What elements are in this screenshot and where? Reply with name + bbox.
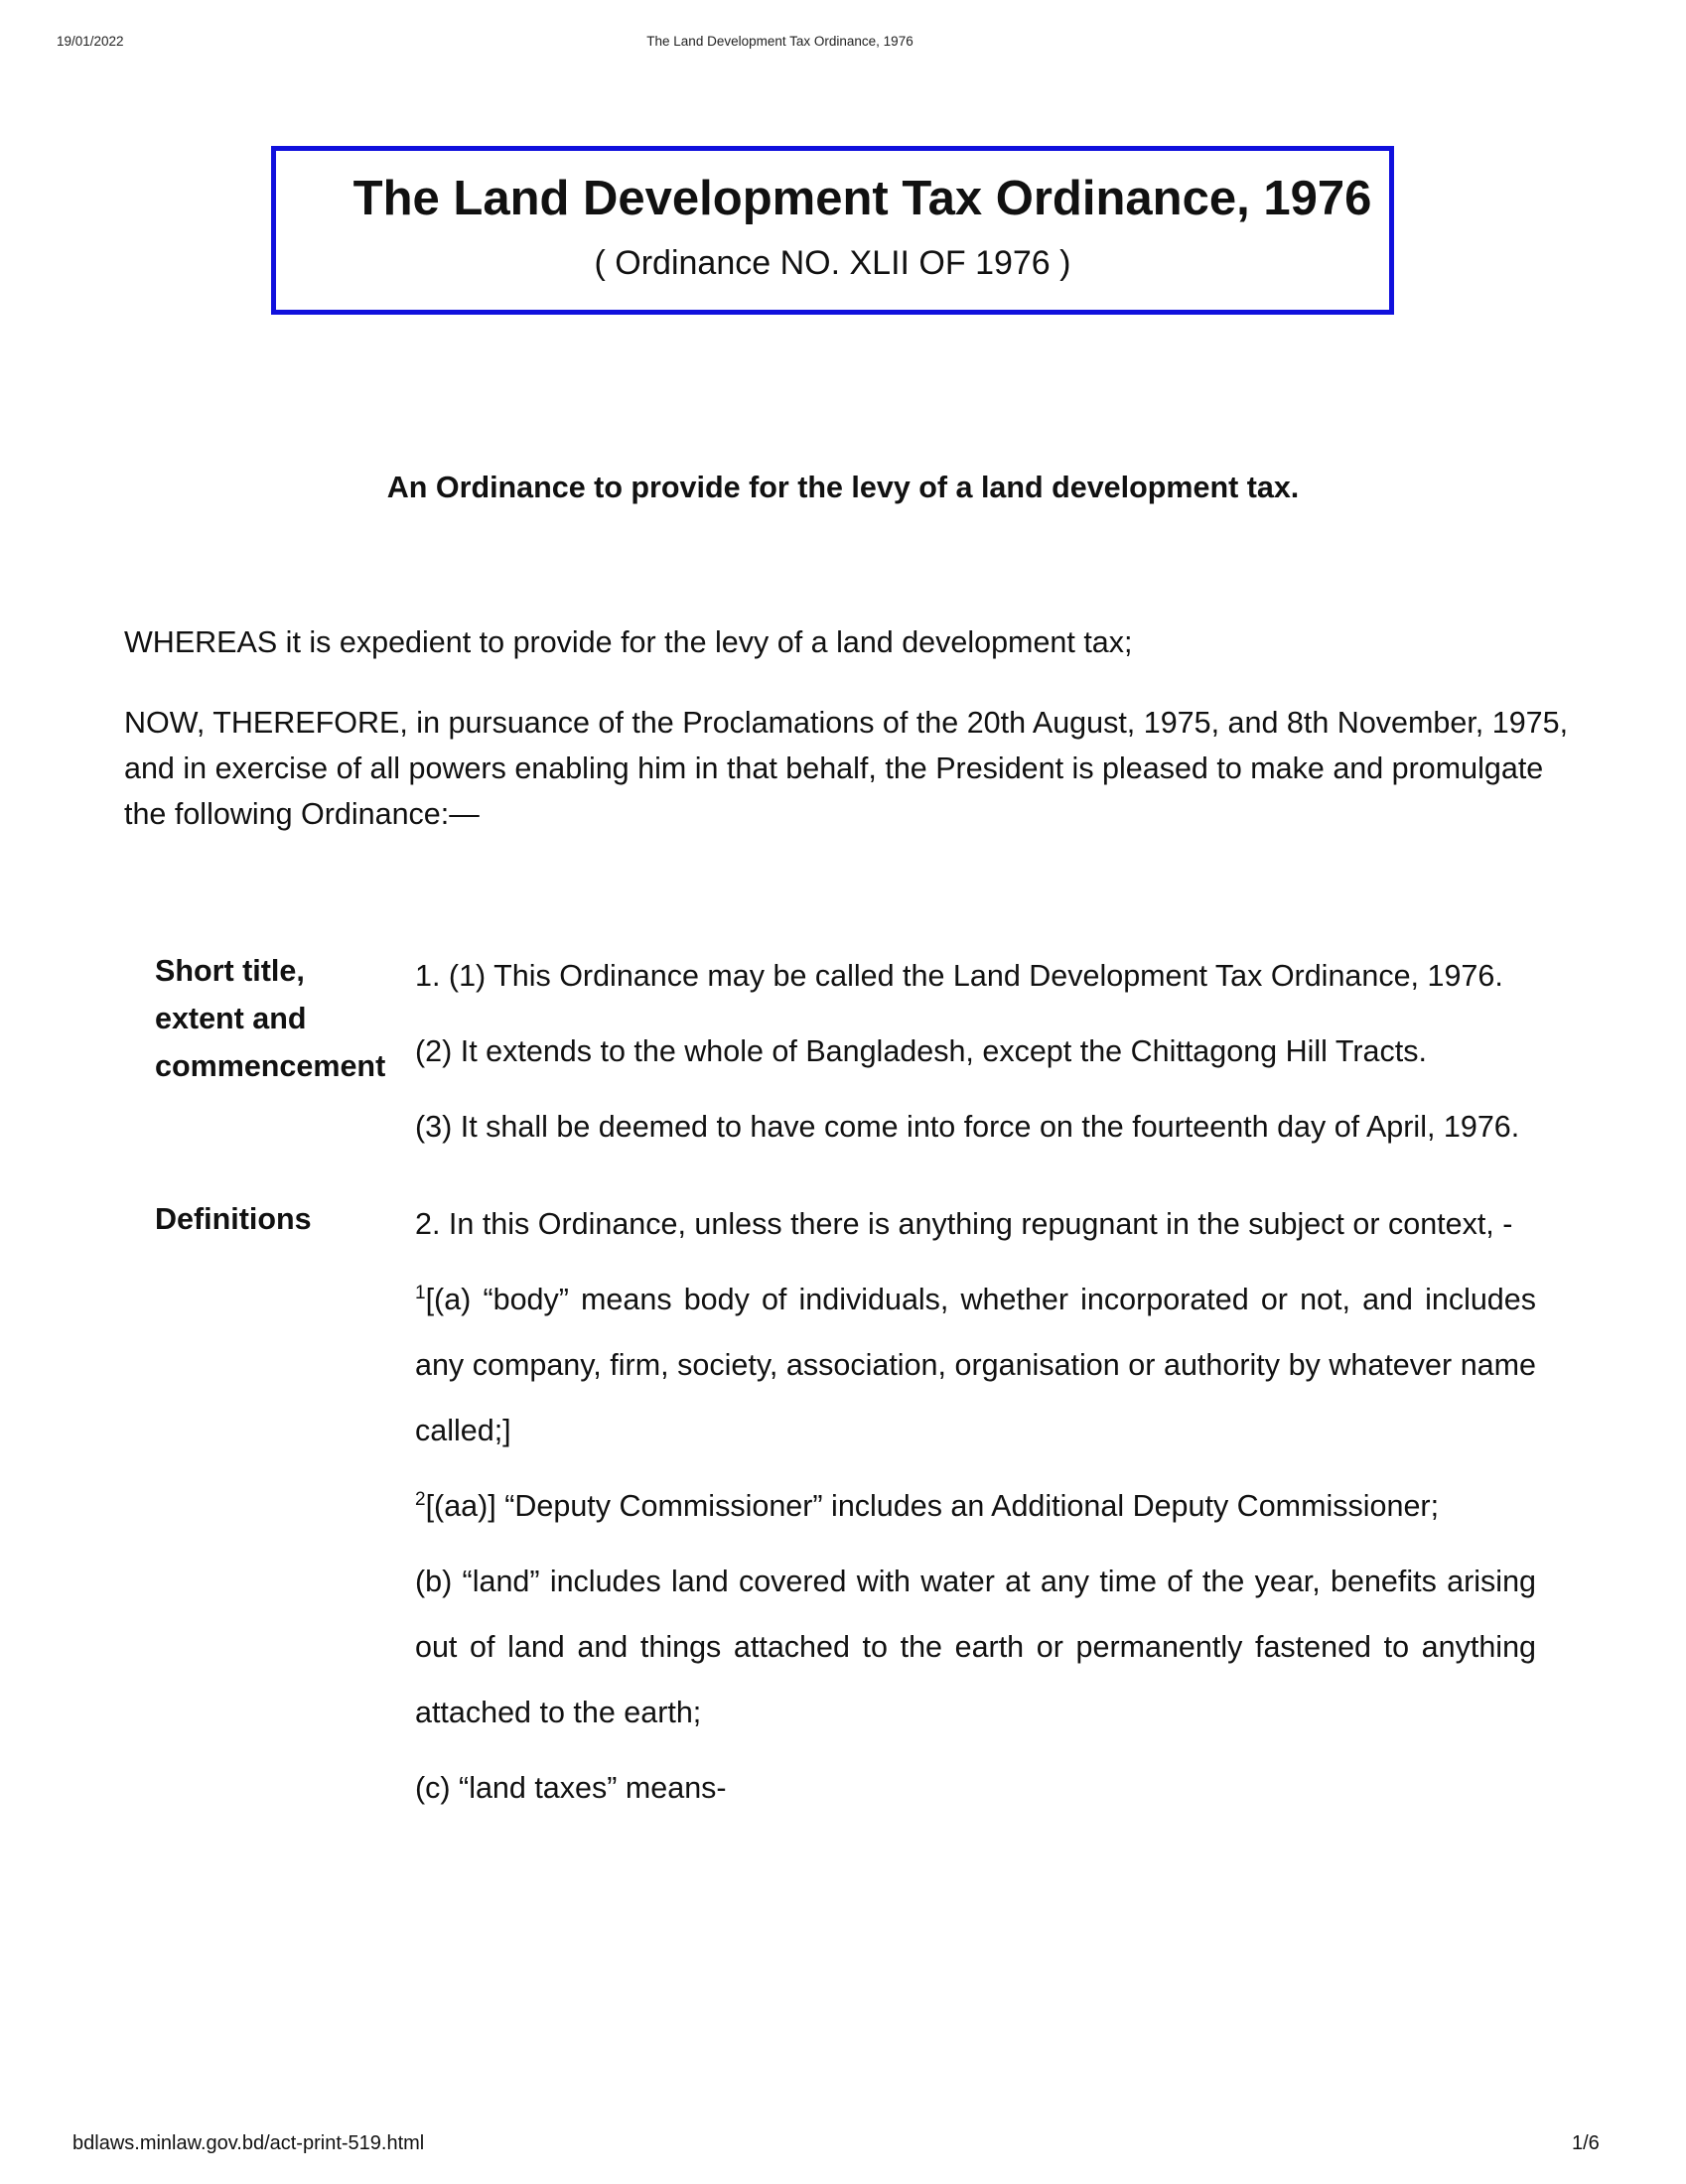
side-note-line: commencement <box>155 1049 386 1083</box>
footnote-ref-2[interactable]: 2 <box>415 1488 426 1510</box>
section-2 <box>155 1191 1545 1831</box>
section-1-body <box>415 943 1536 1169</box>
section-1 <box>155 943 1545 1169</box>
section-2-body <box>415 1191 1536 1831</box>
section-1-subsection-3: (3) It shall be deemed to have come into force on the fourteenth day of April, 1976. <box>415 1110 1520 1144</box>
print-date: 19/01/2022 <box>57 34 124 49</box>
section-2-intro: 2. In this Ordinance, unless there is anything repugnant in the subject or context, - <box>415 1207 1513 1241</box>
section-1-side-note <box>155 943 415 1169</box>
definition-a-text: [(a) “body” means body of individuals, whether incorporated or not, and includes any company, firm, society, association, organisation or authority by whatever name called;] <box>415 1283 1536 1447</box>
preamble-now-therefore: NOW, THEREFORE, in pursuance of the Proclamations of the 20th August, 1975, and 8th November, 1975, and in exercise of all powers enabling him in that behalf, the President is pleased to make and promulgate the following Ordinance:— <box>124 706 1569 831</box>
section-1-subsection-1: 1. (1) This Ordinance may be called the Land Development Tax Ordinance, 1976. <box>415 959 1503 993</box>
print-page-title: The Land Development Tax Ordinance, 1976 <box>646 34 913 49</box>
sections <box>155 943 1545 1852</box>
definition-aa <box>415 1473 1536 1539</box>
print-header <box>0 34 1686 54</box>
side-note-line: Short title, <box>155 954 305 988</box>
definition-aa-text: [(aa)] “Deputy Commissioner” includes an Additional Deputy Commissioner; <box>425 1489 1440 1523</box>
ordinance-number: ( Ordinance NO. XLII OF 1976 ) <box>594 244 1071 282</box>
section-2-side-note <box>155 1191 415 1831</box>
footnote-ref-1[interactable]: 1 <box>415 1282 426 1303</box>
preamble-whereas: WHEREAS it is expedient to provide for the levy of a land development tax; <box>124 625 1133 659</box>
footer-url: bdlaws.minlaw.gov.bd/act-print-519.html <box>72 2132 425 2154</box>
document-title: The Land Development Tax Ordinance, 1976 <box>352 172 1372 225</box>
definition-b: (b) “land” includes land covered with water at any time of the year, benefits arising out of land and things attached to the earth or permanently fastened to anything attached to the earth; <box>415 1565 1536 1729</box>
definition-c: (c) “land taxes” means- <box>415 1771 727 1805</box>
long-title: An Ordinance to provide for the levy of a land development tax. <box>386 471 1300 504</box>
title-box <box>271 146 1394 315</box>
side-note-line: extent and <box>155 1002 307 1035</box>
definition-a <box>415 1267 1536 1463</box>
page-number: 1/6 <box>1572 2132 1600 2154</box>
section-1-subsection-2: (2) It extends to the whole of Bangladesh, except the Chittagong Hill Tracts. <box>415 1034 1427 1068</box>
side-note-line: Definitions <box>155 1202 312 1236</box>
